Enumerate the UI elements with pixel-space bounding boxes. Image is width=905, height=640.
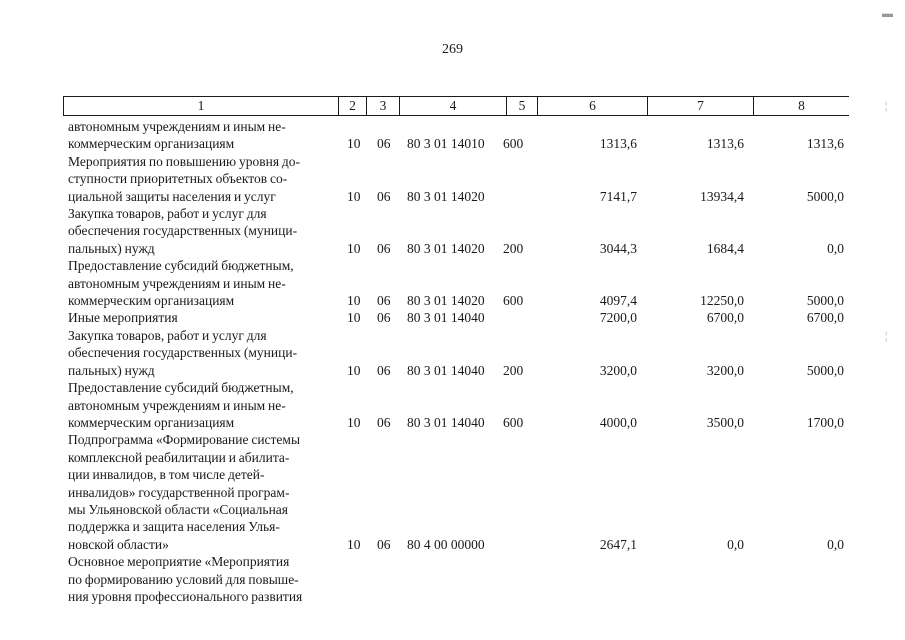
cell-c8: 5000,0 (806, 188, 844, 204)
cell-c2: 10 (347, 293, 361, 309)
description-line: Подпрограмма «Формирование системы (68, 432, 301, 448)
header-col-5: 5 (507, 97, 538, 115)
description-line: Основное мероприятие «Мероприятия (68, 554, 290, 570)
cell-c8: 5000,0 (806, 362, 844, 378)
cell-c7: 13934,4 (700, 188, 744, 204)
description-line: ступности приоритетных объектов со- (68, 171, 288, 187)
scan-mark: ¦ (885, 100, 888, 112)
cell-c8: 6700,0 (806, 310, 844, 326)
page-number: 269 (442, 42, 463, 57)
cell-c3: 06 (377, 293, 391, 309)
cell-c4: 80 4 00 00000 (407, 536, 485, 552)
description-line: ции инвалидов, в том числе детей- (68, 467, 265, 483)
cell-c4: 80 3 01 14020 (407, 188, 485, 204)
table-row (0, 153, 905, 205)
cell-c7: 3500,0 (706, 414, 744, 430)
cell-c6: 4097,4 (599, 293, 637, 309)
cell-c5: 200 (503, 240, 524, 256)
description-line: коммерческим организациям (68, 414, 235, 430)
description-line: Предоставление субсидий бюджетным, (68, 258, 294, 274)
cell-c2: 10 (347, 188, 361, 204)
scan-mark: ¦ (885, 330, 888, 342)
cell-c6: 7141,7 (599, 188, 637, 204)
description-line: автономным учреждениям и иным не- (68, 119, 286, 134)
description-line: поддержка и защита населения Улья- (68, 519, 280, 535)
cell-c6: 1313,6 (599, 136, 637, 152)
cell-c8: 5000,0 (806, 293, 844, 309)
cell-c2: 10 (347, 136, 361, 152)
description-line: Мероприятия по повышению уровня до- (68, 153, 301, 169)
cell-c5: 600 (503, 293, 524, 309)
cell-c3: 06 (377, 136, 391, 152)
table-body (0, 118, 905, 605)
cell-c3: 06 (377, 188, 391, 204)
cell-c2: 10 (347, 240, 361, 256)
cell-c7: 12250,0 (700, 293, 744, 309)
cell-c5: 600 (503, 414, 524, 430)
description-line: по формированию условий для повыше- (68, 571, 299, 587)
description-line: Закупка товаров, работ и услуг для (68, 327, 267, 343)
scan-mark: ▬ (882, 8, 893, 20)
table-row (0, 205, 905, 257)
description-line: циальной защиты населения и услуг (68, 188, 276, 204)
description-line: Закупка товаров, работ и услуг для (68, 206, 267, 222)
cell-c6: 2647,1 (599, 536, 637, 552)
table-row (0, 431, 905, 553)
row-description (68, 205, 332, 257)
cell-c4: 80 3 01 14040 (407, 414, 485, 430)
description-line: пальных) нужд (68, 240, 155, 256)
cell-c3: 06 (377, 240, 391, 256)
table-row (0, 327, 905, 379)
row-description (68, 379, 332, 431)
description-line: коммерческим организациям (68, 136, 235, 152)
header-col-8: 8 (798, 98, 805, 113)
cell-c5: 600 (503, 136, 524, 152)
description-line: ния уровня профессионального развития (68, 588, 303, 604)
cell-c7: 1313,6 (706, 136, 744, 152)
cell-c8: 0,0 (827, 536, 844, 552)
row-description (68, 118, 332, 153)
cell-c4: 80 3 01 14040 (407, 362, 485, 378)
description-line: Предоставление субсидий бюджетным, (68, 380, 294, 396)
row-description (68, 153, 332, 205)
header-col-2: 2 (339, 97, 367, 115)
table-row (0, 309, 905, 326)
cell-c8: 0,0 (827, 240, 844, 256)
cell-c7: 3200,0 (706, 362, 744, 378)
header-col-3: 3 (367, 97, 400, 115)
description-line: коммерческим организациям (68, 293, 235, 309)
cell-c3: 06 (377, 414, 391, 430)
cell-c6: 4000,0 (599, 414, 637, 430)
description-line: автономным учреждениям и иным не- (68, 275, 286, 291)
cell-c7: 0,0 (727, 536, 744, 552)
cell-c6: 7200,0 (599, 310, 637, 326)
description-line: Иные мероприятия (68, 310, 178, 326)
table-row (0, 118, 905, 153)
cell-c3: 06 (377, 310, 391, 326)
row-description (68, 431, 332, 553)
cell-c6: 3044,3 (599, 240, 637, 256)
description-line: обеспечения государственных (муници- (68, 345, 298, 361)
row-description (68, 327, 332, 379)
row-description (68, 309, 332, 326)
cell-c5: 200 (503, 362, 524, 378)
cell-c2: 10 (347, 414, 361, 430)
description-line: мы Ульяновской области «Социальная (68, 501, 288, 517)
cell-c4: 80 3 01 14020 (407, 240, 485, 256)
cell-c8: 1700,0 (806, 414, 844, 430)
cell-c4: 80 3 01 14010 (407, 136, 485, 152)
description-line: пальных) нужд (68, 362, 155, 378)
cell-c7: 6700,0 (706, 310, 744, 326)
header-col-4: 4 (400, 97, 507, 115)
header-col-7: 7 (648, 97, 754, 115)
cell-c8: 1313,6 (806, 136, 844, 152)
description-line: новской области» (68, 536, 169, 552)
header-col-6: 6 (538, 97, 648, 115)
row-description (68, 257, 332, 309)
description-line: автономным учреждениям и иным не- (68, 397, 286, 413)
row-description (68, 553, 332, 605)
cell-c2: 10 (347, 362, 361, 378)
cell-c2: 10 (347, 310, 361, 326)
table-row (0, 379, 905, 431)
description-line: обеспечения государственных (муници- (68, 223, 298, 239)
cell-c4: 80 3 01 14020 (407, 293, 485, 309)
table-header (63, 96, 849, 116)
cell-c6: 3200,0 (599, 362, 637, 378)
header-col-1: 1 (64, 97, 339, 115)
cell-c7: 1684,4 (706, 240, 744, 256)
cell-c4: 80 3 01 14040 (407, 310, 485, 326)
table-row (0, 257, 905, 309)
description-line: инвалидов» государственной програм- (68, 484, 290, 500)
description-line: комплексной реабилитации и абилита- (68, 449, 290, 465)
cell-c2: 10 (347, 536, 361, 552)
cell-c3: 06 (377, 536, 391, 552)
cell-c3: 06 (377, 362, 391, 378)
table-row (0, 553, 905, 605)
